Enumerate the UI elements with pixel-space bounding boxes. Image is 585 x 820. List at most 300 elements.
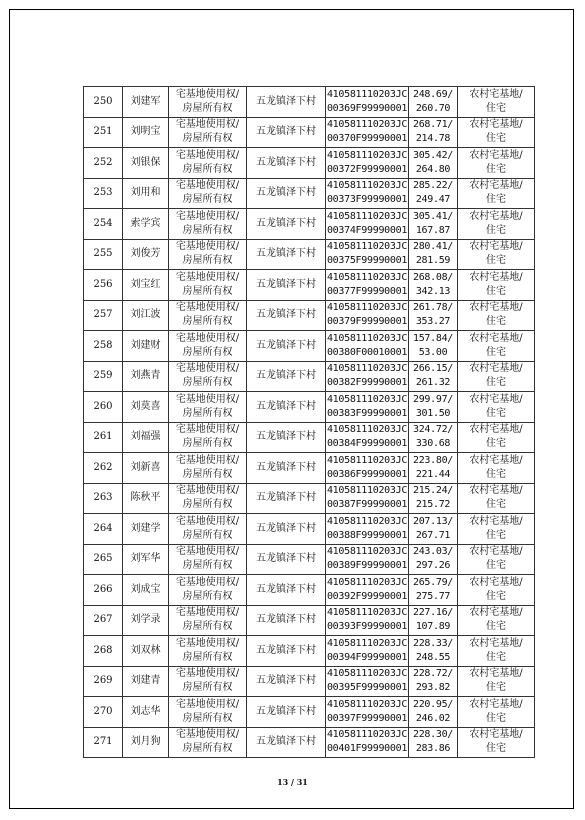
parcel-code-cell-line: 410581110203JC [326, 454, 408, 466]
location-cell: 五龙镇泽下村 [247, 636, 326, 667]
owner-name-cell: 刘成宝 [123, 575, 169, 606]
area-cell-line: 281.59 [415, 255, 451, 267]
land-use-cell-line: 住宅 [486, 499, 506, 511]
land-use-cell-line: 农村宅基地/ [469, 119, 523, 131]
row-number-cell: 264 [84, 514, 123, 545]
right-type-cell [169, 697, 247, 728]
parcel-code-cell-line: 410581110203JC [326, 302, 408, 314]
table-row [84, 300, 535, 331]
parcel-code-cell-line: 410581110203JC [326, 668, 408, 680]
table-row [84, 270, 535, 301]
right-type-cell-line: 宅基地使用权/ [175, 241, 240, 253]
parcel-code-cell-line: 410581110203JC [326, 210, 408, 222]
land-use-cell [458, 239, 535, 270]
area-cell-line: 243.03/ [412, 546, 454, 558]
row-number-cell: 266 [84, 575, 123, 606]
owner-name-cell: 刘建学 [123, 514, 169, 545]
parcel-code-cell-line: 410581110203JC [326, 546, 408, 558]
land-use-cell-line: 农村宅基地/ [469, 180, 523, 192]
parcel-code-cell-line: 410581110203JC [326, 515, 408, 527]
parcel-code-cell-line: 410581110203JC [326, 485, 408, 497]
parcel-code-cell [326, 239, 409, 270]
owner-name-cell: 刘学录 [123, 605, 169, 636]
table-row [84, 117, 535, 148]
right-type-cell [169, 422, 247, 453]
area-cell-line: 285.22/ [412, 180, 454, 192]
land-use-cell [458, 666, 535, 697]
right-type-cell-line: 房屋所有权 [182, 529, 233, 541]
right-type-cell-line: 房屋所有权 [182, 590, 233, 602]
location-cell: 五龙镇泽下村 [247, 178, 326, 209]
parcel-code-cell-line: 410581110203JC [326, 180, 408, 192]
land-use-cell [458, 636, 535, 667]
right-type-cell-line: 宅基地使用权/ [175, 454, 240, 466]
area-cell-line: 215.72 [415, 499, 451, 511]
records-table-body [84, 87, 535, 758]
right-type-cell-line: 宅基地使用权/ [175, 363, 240, 375]
right-type-cell-line: 宅基地使用权/ [175, 302, 240, 314]
right-type-cell-line: 房屋所有权 [182, 468, 233, 480]
parcel-code-cell-line: 410581110203JC [326, 576, 408, 588]
parcel-code-cell-line: 410581110203JC [326, 119, 408, 131]
row-number-cell: 263 [84, 483, 123, 514]
owner-name-cell: 刘明宝 [123, 117, 169, 148]
location-cell: 五龙镇泽下村 [247, 361, 326, 392]
area-cell-line: 107.89 [415, 621, 451, 633]
land-use-cell-line: 住宅 [486, 590, 506, 602]
location-cell: 五龙镇泽下村 [247, 239, 326, 270]
row-number-cell: 267 [84, 605, 123, 636]
parcel-code-cell-line: 00384F99990001 [326, 438, 408, 450]
table-row [84, 544, 535, 575]
table-row [84, 453, 535, 484]
right-type-cell-line: 宅基地使用权/ [175, 210, 240, 222]
area-cell-line: 268.08/ [412, 271, 454, 283]
right-type-cell-line: 房屋所有权 [182, 743, 233, 755]
right-type-cell-line: 房屋所有权 [182, 255, 233, 267]
owner-name-cell: 刘军华 [123, 544, 169, 575]
parcel-code-cell-line: 410581110203JC [326, 424, 408, 436]
table-row [84, 422, 535, 453]
right-type-cell [169, 392, 247, 423]
land-use-cell-line: 住宅 [486, 133, 506, 145]
row-number-cell: 265 [84, 544, 123, 575]
right-type-cell-line: 宅基地使用权/ [175, 485, 240, 497]
area-cell-line: 301.50 [415, 407, 451, 419]
right-type-cell [169, 453, 247, 484]
parcel-code-cell-line: 410581110203JC [326, 698, 408, 710]
right-type-cell-line: 宅基地使用权/ [175, 607, 240, 619]
land-use-cell-line: 农村宅基地/ [469, 607, 523, 619]
owner-name-cell: 刘福强 [123, 422, 169, 453]
row-number-cell: 257 [84, 300, 123, 331]
table-row [84, 392, 535, 423]
parcel-code-cell [326, 575, 409, 606]
land-use-cell-line: 住宅 [486, 682, 506, 694]
land-use-cell-line: 农村宅基地/ [469, 210, 523, 222]
parcel-code-cell [326, 300, 409, 331]
area-cell [409, 422, 458, 453]
owner-name-cell: 刘莫喜 [123, 392, 169, 423]
right-type-cell [169, 87, 247, 118]
area-cell [409, 697, 458, 728]
land-use-cell-line: 农村宅基地/ [469, 637, 523, 649]
right-type-cell-line: 宅基地使用权/ [175, 668, 240, 680]
land-use-cell [458, 117, 535, 148]
parcel-code-cell [326, 422, 409, 453]
owner-name-cell: 刘俊芳 [123, 239, 169, 270]
land-use-cell [458, 87, 535, 118]
area-cell-line: 299.97/ [412, 393, 454, 405]
land-use-cell-line: 住宅 [486, 407, 506, 419]
parcel-code-cell [326, 117, 409, 148]
parcel-code-cell [326, 148, 409, 179]
land-use-cell [458, 514, 535, 545]
area-cell [409, 727, 458, 758]
parcel-code-cell-line: 410581110203JC [326, 729, 408, 741]
parcel-code-cell-line: 00372F99990001 [326, 163, 408, 175]
right-type-cell-line: 房屋所有权 [182, 224, 233, 236]
table-row [84, 87, 535, 118]
right-type-cell-line: 房屋所有权 [182, 316, 233, 328]
land-use-cell [458, 148, 535, 179]
right-type-cell-line: 房屋所有权 [182, 194, 233, 206]
land-use-cell [458, 697, 535, 728]
area-cell-line: 305.42/ [412, 149, 454, 161]
right-type-cell-line: 房屋所有权 [182, 651, 233, 663]
area-cell [409, 87, 458, 118]
area-cell-line: 53.00 [418, 346, 448, 358]
land-use-cell-line: 住宅 [486, 224, 506, 236]
right-type-cell-line: 房屋所有权 [182, 285, 233, 297]
land-use-cell [458, 300, 535, 331]
land-use-cell-line: 住宅 [486, 377, 506, 389]
land-use-cell-line: 住宅 [486, 743, 506, 755]
land-use-cell [458, 331, 535, 362]
row-number-cell: 261 [84, 422, 123, 453]
land-use-cell [458, 453, 535, 484]
parcel-code-cell-line: 00369F99990001 [326, 102, 408, 114]
parcel-code-cell [326, 697, 409, 728]
area-cell-line: 265.79/ [412, 576, 454, 588]
land-use-cell [458, 392, 535, 423]
right-type-cell [169, 148, 247, 179]
right-type-cell-line: 宅基地使用权/ [175, 637, 240, 649]
area-cell [409, 636, 458, 667]
land-use-cell-line: 农村宅基地/ [469, 149, 523, 161]
parcel-code-cell [326, 361, 409, 392]
row-number-cell: 256 [84, 270, 123, 301]
parcel-code-cell [326, 331, 409, 362]
right-type-cell-line: 宅基地使用权/ [175, 576, 240, 588]
row-number-cell: 254 [84, 209, 123, 240]
location-cell: 五龙镇泽下村 [247, 727, 326, 758]
right-type-cell-line: 宅基地使用权/ [175, 119, 240, 131]
location-cell: 五龙镇泽下村 [247, 575, 326, 606]
parcel-code-cell [326, 483, 409, 514]
row-number-cell: 262 [84, 453, 123, 484]
location-cell: 五龙镇泽下村 [247, 514, 326, 545]
right-type-cell-line: 宅基地使用权/ [175, 88, 240, 100]
owner-name-cell: 刘双林 [123, 636, 169, 667]
parcel-code-cell-line: 00379F99990001 [326, 316, 408, 328]
land-use-cell-line: 住宅 [486, 529, 506, 541]
parcel-code-cell-line: 00386F99990001 [326, 468, 408, 480]
area-cell-line: 227.16/ [412, 607, 454, 619]
right-type-cell-line: 宅基地使用权/ [175, 546, 240, 558]
right-type-cell [169, 514, 247, 545]
parcel-code-cell-line: 410581110203JC [326, 637, 408, 649]
location-cell: 五龙镇泽下村 [247, 483, 326, 514]
page-number: 13 / 31 [277, 777, 308, 787]
right-type-cell [169, 239, 247, 270]
area-cell-line: 324.72/ [412, 424, 454, 436]
row-number-cell: 271 [84, 727, 123, 758]
land-use-cell-line: 住宅 [486, 560, 506, 572]
parcel-code-cell-line: 00395F99990001 [326, 682, 408, 694]
parcel-code-cell-line: 00387F99990001 [326, 499, 408, 511]
area-cell-line: 228.30/ [412, 729, 454, 741]
parcel-code-cell [326, 270, 409, 301]
land-use-cell-line: 住宅 [486, 255, 506, 267]
right-type-cell-line: 宅基地使用权/ [175, 393, 240, 405]
location-cell: 五龙镇泽下村 [247, 697, 326, 728]
area-cell-line: 228.33/ [412, 637, 454, 649]
parcel-code-cell-line: 00383F99990001 [326, 407, 408, 419]
right-type-cell [169, 727, 247, 758]
area-cell-line: 167.87 [415, 224, 451, 236]
area-cell-line: 275.77 [415, 590, 451, 602]
area-cell [409, 270, 458, 301]
row-number-cell: 269 [84, 666, 123, 697]
land-use-cell-line: 住宅 [486, 285, 506, 297]
area-cell-line: 207.13/ [412, 515, 454, 527]
land-use-cell-line: 农村宅基地/ [469, 241, 523, 253]
right-type-cell-line: 房屋所有权 [182, 499, 233, 511]
land-use-cell [458, 605, 535, 636]
location-cell: 五龙镇泽下村 [247, 117, 326, 148]
parcel-code-cell-line: 00394F99990001 [326, 651, 408, 663]
right-type-cell-line: 房屋所有权 [182, 407, 233, 419]
right-type-cell-line: 房屋所有权 [182, 438, 233, 450]
area-cell [409, 331, 458, 362]
row-number-cell: 253 [84, 178, 123, 209]
location-cell: 五龙镇泽下村 [247, 605, 326, 636]
area-cell [409, 453, 458, 484]
parcel-code-cell [326, 87, 409, 118]
area-cell-line: 267.71 [415, 529, 451, 541]
land-use-cell-line: 农村宅基地/ [469, 698, 523, 710]
land-use-cell-line: 农村宅基地/ [469, 454, 523, 466]
land-use-cell-line: 农村宅基地/ [469, 393, 523, 405]
area-cell-line: 261.78/ [412, 302, 454, 314]
land-use-cell [458, 575, 535, 606]
table-row [84, 605, 535, 636]
table-row [84, 514, 535, 545]
right-type-cell-line: 房屋所有权 [182, 346, 233, 358]
table-row [84, 727, 535, 758]
right-type-cell [169, 361, 247, 392]
right-type-cell [169, 666, 247, 697]
area-cell [409, 117, 458, 148]
land-use-cell-line: 农村宅基地/ [469, 363, 523, 375]
area-cell-line: 293.82 [415, 682, 451, 694]
right-type-cell-line: 宅基地使用权/ [175, 698, 240, 710]
land-use-cell-line: 农村宅基地/ [469, 88, 523, 100]
area-cell [409, 392, 458, 423]
parcel-code-cell-line: 00375F99990001 [326, 255, 408, 267]
land-use-cell-line: 农村宅基地/ [469, 485, 523, 497]
land-use-cell-line: 农村宅基地/ [469, 576, 523, 588]
land-use-cell [458, 361, 535, 392]
parcel-code-cell-line: 410581110203JC [326, 363, 408, 375]
parcel-code-cell [326, 544, 409, 575]
right-type-cell [169, 605, 247, 636]
table-row [84, 361, 535, 392]
area-cell-line: 260.70 [415, 102, 451, 114]
area-cell-line: 246.02 [415, 712, 451, 724]
table-row [84, 331, 535, 362]
land-use-cell-line: 住宅 [486, 621, 506, 633]
right-type-cell [169, 209, 247, 240]
land-use-cell [458, 727, 535, 758]
land-use-cell-line: 农村宅基地/ [469, 668, 523, 680]
owner-name-cell: 刘志华 [123, 697, 169, 728]
land-use-cell-line: 农村宅基地/ [469, 271, 523, 283]
right-type-cell-line: 房屋所有权 [182, 133, 233, 145]
owner-name-cell: 刘建军 [123, 87, 169, 118]
area-cell [409, 514, 458, 545]
right-type-cell-line: 房屋所有权 [182, 560, 233, 572]
location-cell: 五龙镇泽下村 [247, 666, 326, 697]
owner-name-cell: 刘江波 [123, 300, 169, 331]
area-cell-line: 249.47 [415, 194, 451, 206]
row-number-cell: 268 [84, 636, 123, 667]
land-use-cell-line: 农村宅基地/ [469, 729, 523, 741]
area-cell-line: 297.26 [415, 560, 451, 572]
area-cell-line: 261.32 [415, 377, 451, 389]
land-use-cell-line: 住宅 [486, 316, 506, 328]
parcel-code-cell-line: 00393F99990001 [326, 621, 408, 633]
owner-name-cell: 刘月狗 [123, 727, 169, 758]
location-cell: 五龙镇泽下村 [247, 148, 326, 179]
right-type-cell-line: 房屋所有权 [182, 163, 233, 175]
row-number-cell: 255 [84, 239, 123, 270]
land-use-cell-line: 住宅 [486, 651, 506, 663]
area-cell [409, 209, 458, 240]
land-use-cell [458, 178, 535, 209]
land-use-cell [458, 422, 535, 453]
location-cell: 五龙镇泽下村 [247, 331, 326, 362]
area-cell-line: 268.71/ [412, 119, 454, 131]
area-cell [409, 239, 458, 270]
land-use-cell-line: 住宅 [486, 102, 506, 114]
right-type-cell [169, 636, 247, 667]
right-type-cell [169, 117, 247, 148]
parcel-code-cell-line: 410581110203JC [326, 88, 408, 100]
row-number-cell: 251 [84, 117, 123, 148]
table-row [84, 575, 535, 606]
owner-name-cell: 刘燕青 [123, 361, 169, 392]
row-number-cell: 250 [84, 87, 123, 118]
location-cell: 五龙镇泽下村 [247, 209, 326, 240]
right-type-cell-line: 房屋所有权 [182, 621, 233, 633]
area-cell-line: 248.69/ [412, 88, 454, 100]
owner-name-cell: 陈秋平 [123, 483, 169, 514]
area-cell [409, 605, 458, 636]
parcel-code-cell-line: 00397F99990001 [326, 712, 408, 724]
land-use-cell-line: 住宅 [486, 346, 506, 358]
owner-name-cell: 刘银保 [123, 148, 169, 179]
right-type-cell-line: 房屋所有权 [182, 712, 233, 724]
area-cell-line: 305.41/ [412, 210, 454, 222]
parcel-code-cell [326, 514, 409, 545]
area-cell-line: 283.86 [415, 743, 451, 755]
right-type-cell [169, 331, 247, 362]
owner-name-cell: 刘宝红 [123, 270, 169, 301]
table-row [84, 239, 535, 270]
land-use-cell-line: 农村宅基地/ [469, 546, 523, 558]
area-cell-line: 221.44 [415, 468, 451, 480]
parcel-code-cell [326, 453, 409, 484]
location-cell: 五龙镇泽下村 [247, 544, 326, 575]
right-type-cell-line: 宅基地使用权/ [175, 271, 240, 283]
land-use-cell-line: 住宅 [486, 163, 506, 175]
area-cell-line: 223.80/ [412, 454, 454, 466]
table-row [84, 697, 535, 728]
area-cell-line: 157.84/ [412, 332, 454, 344]
row-number-cell: 270 [84, 697, 123, 728]
land-use-cell [458, 483, 535, 514]
row-number-cell: 259 [84, 361, 123, 392]
area-cell [409, 666, 458, 697]
owner-name-cell: 刘建财 [123, 331, 169, 362]
right-type-cell [169, 544, 247, 575]
right-type-cell-line: 房屋所有权 [182, 102, 233, 114]
parcel-code-cell [326, 209, 409, 240]
area-cell-line: 342.13 [415, 285, 451, 297]
right-type-cell-line: 宅基地使用权/ [175, 729, 240, 741]
land-use-cell-line: 住宅 [486, 194, 506, 206]
owner-name-cell: 刘建青 [123, 666, 169, 697]
area-cell [409, 483, 458, 514]
table-row [84, 483, 535, 514]
records-table [83, 86, 535, 758]
area-cell-line: 214.78 [415, 133, 451, 145]
right-type-cell [169, 575, 247, 606]
area-cell-line: 330.68 [415, 438, 451, 450]
right-type-cell-line: 宅基地使用权/ [175, 149, 240, 161]
row-number-cell: 258 [84, 331, 123, 362]
area-cell-line: 353.27 [415, 316, 451, 328]
area-cell-line: 215.24/ [412, 485, 454, 497]
row-number-cell: 260 [84, 392, 123, 423]
parcel-code-cell-line: 00388F99990001 [326, 529, 408, 541]
area-cell-line: 264.80 [415, 163, 451, 175]
parcel-code-cell-line: 00392F99990001 [326, 590, 408, 602]
parcel-code-cell-line: 00370F99990001 [326, 133, 408, 145]
area-cell [409, 361, 458, 392]
table-row [84, 209, 535, 240]
land-use-cell [458, 270, 535, 301]
parcel-code-cell [326, 178, 409, 209]
area-cell-line: 228.72/ [412, 668, 454, 680]
owner-name-cell: 刘用和 [123, 178, 169, 209]
parcel-code-cell-line: 410581110203JC [326, 607, 408, 619]
land-use-cell-line: 农村宅基地/ [469, 424, 523, 436]
location-cell: 五龙镇泽下村 [247, 453, 326, 484]
right-type-cell [169, 483, 247, 514]
